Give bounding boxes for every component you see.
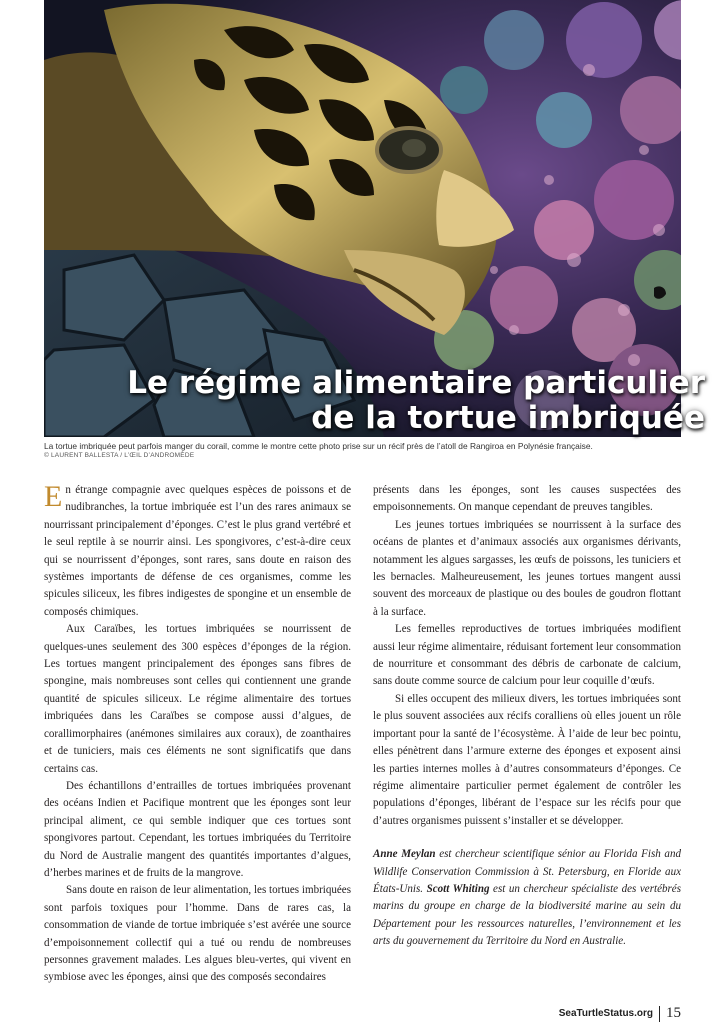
photo-credit: © LAURENT BALLESTA / L’ŒIL D’ANDROMÈDE (44, 452, 195, 459)
paragraph: présents dans les éponges, sont les causes suspectées des empoisonnements. On manque cependant de preuves tangibles. (373, 484, 681, 514)
paragraph: Sans doute en raison de leur alimentation, les tortues imbriquées sont parfois toxiques pour l’homme. Dans de rares cas, la consommation de viande de tortue imbriquée s’est avérée une source d’empoisonnement collectif qui a tué ou rendu de nombreuses personnes gravement malades. Les algues bleu-vertes, qui vivent en symbiose avec les éponges, ainsi que des composés secondaires (44, 884, 351, 984)
photo-caption: La tortue imbriquée peut parfois manger du corail, comme le montre cette photo prise sur un récif près de l’atoll de Rangiroa en Polynésie française. (44, 441, 593, 451)
paragraph: Des échantillons d’entrailles de tortues imbriquées provenant des océans Indien et Pacifique montrent que les éponges sont leur principal aliment, ce qui semble indiquer que ces tortues sont spongivores partout. Cependant, les tortues imbriquées du Territoire du Nord de Australie mangent des quantités importantes d’algues, d’herbes marines et de fruits de la mangrove. (44, 779, 351, 879)
author-name: Anne Meylan (373, 848, 436, 861)
article-title-line1: Le régime alimentaire particulier (127, 365, 705, 401)
page-footer (559, 1005, 681, 1022)
author-bio-text: est un chercheur spécialiste des vertébrés marins du groupe en charge de la biodiversité marine au sein du Département pour les ressources naturelles, l’environnement et les arts du gouvernement du Territoire du Nord en Australie. (373, 882, 681, 948)
author-bio-text: est chercheur scientifique sénior au Florida Fish and Wildlife Conservation Commission à St. Petersburg, en Floride aux États-Unis. (373, 848, 681, 895)
page-number: 15 (666, 1005, 681, 1021)
paragraph: Aux Caraïbes, les tortues imbriquées se nourrissent de quelques-unes seulement des 300 espèces d’éponges de la région. Les tortues mangent principalement des éponges sans fibres de spongine, mais nombreuses sont celles qui contiennent une grande quantité de spicules siliceux. Le régime alimentaire des tortues imbriquées dans les Caraïbes se compose aussi d’algues, de corallimorphaires (anémones similaires aux coraux), de zoanthaires et de tuniciers, mais ces éléments ne sont significatifs que dans certains cas. (44, 623, 351, 775)
right-column (373, 482, 681, 951)
paragraph: Les femelles reproductives de tortues imbriquées modifient aussi leur régime alimentaire, réduisant fortement leur consommation de nourriture et consommant des débris de carbonate de calcium, sans doute comme source de calcium pour leur coquille d’œufs. (373, 623, 681, 688)
author-name: Scott Whiting (426, 882, 490, 895)
footer-site: SeaTurtleStatus.org (558, 1008, 653, 1019)
paragraph: Les jeunes tortues imbriquées se nourrissent à la surface des océans de plantes et d’animaux associés aux organismes dérivants, notamment les algues sargasses, les œufs de poissons, les tuniciers et les bernacles. Malheureusement, les jeunes tortues mangent aussi souvent des morceaux de plastique ou des boules de goudron flottant à la surface. (373, 518, 681, 618)
author-bio (373, 846, 681, 950)
drop-cap: E (44, 480, 63, 513)
footer-divider (659, 1006, 660, 1022)
paragraph: Si elles occupent des milieux divers, les tortues imbriquées sont le plus souvent associées aux récifs coralliens où elles jouent un rôle important pour la santé de l’écosystème. À l’aide de leur bec pointu, elles pénètrent dans l’armure externe des éponges et exposent ainsi les parties internes molles à d’autres consommateurs d’éponges. Ce régime alimentaire particulier permet également de contrôler les populations d’éponges, libérant de l’espace sur les récifs pour que d’autres organismes puissent s’installer et se développer. (373, 692, 681, 827)
article-title-line2: de la tortue imbriquée (311, 400, 705, 436)
article-title (127, 366, 705, 436)
paragraph-text: n étrange compagnie avec quelques espèces de poissons et de nudibranches, la tortue imbriquée est l’un des rares animaux se nourrissant principalement d’éponges. C’est le plus grand vertébré et le seul reptile à se nourrir ainsi. Les spongivores, c’est-à-dire ceux qui se nourrissent d’éponges, sont rares, sans doute en raison des systèmes importants de défense de ces organismes, comme les spicules siliceux, les fibres indigestes de spongine et un ensemble de composés chimiques. (44, 484, 351, 618)
left-column (44, 482, 351, 987)
paragraph (44, 482, 351, 621)
